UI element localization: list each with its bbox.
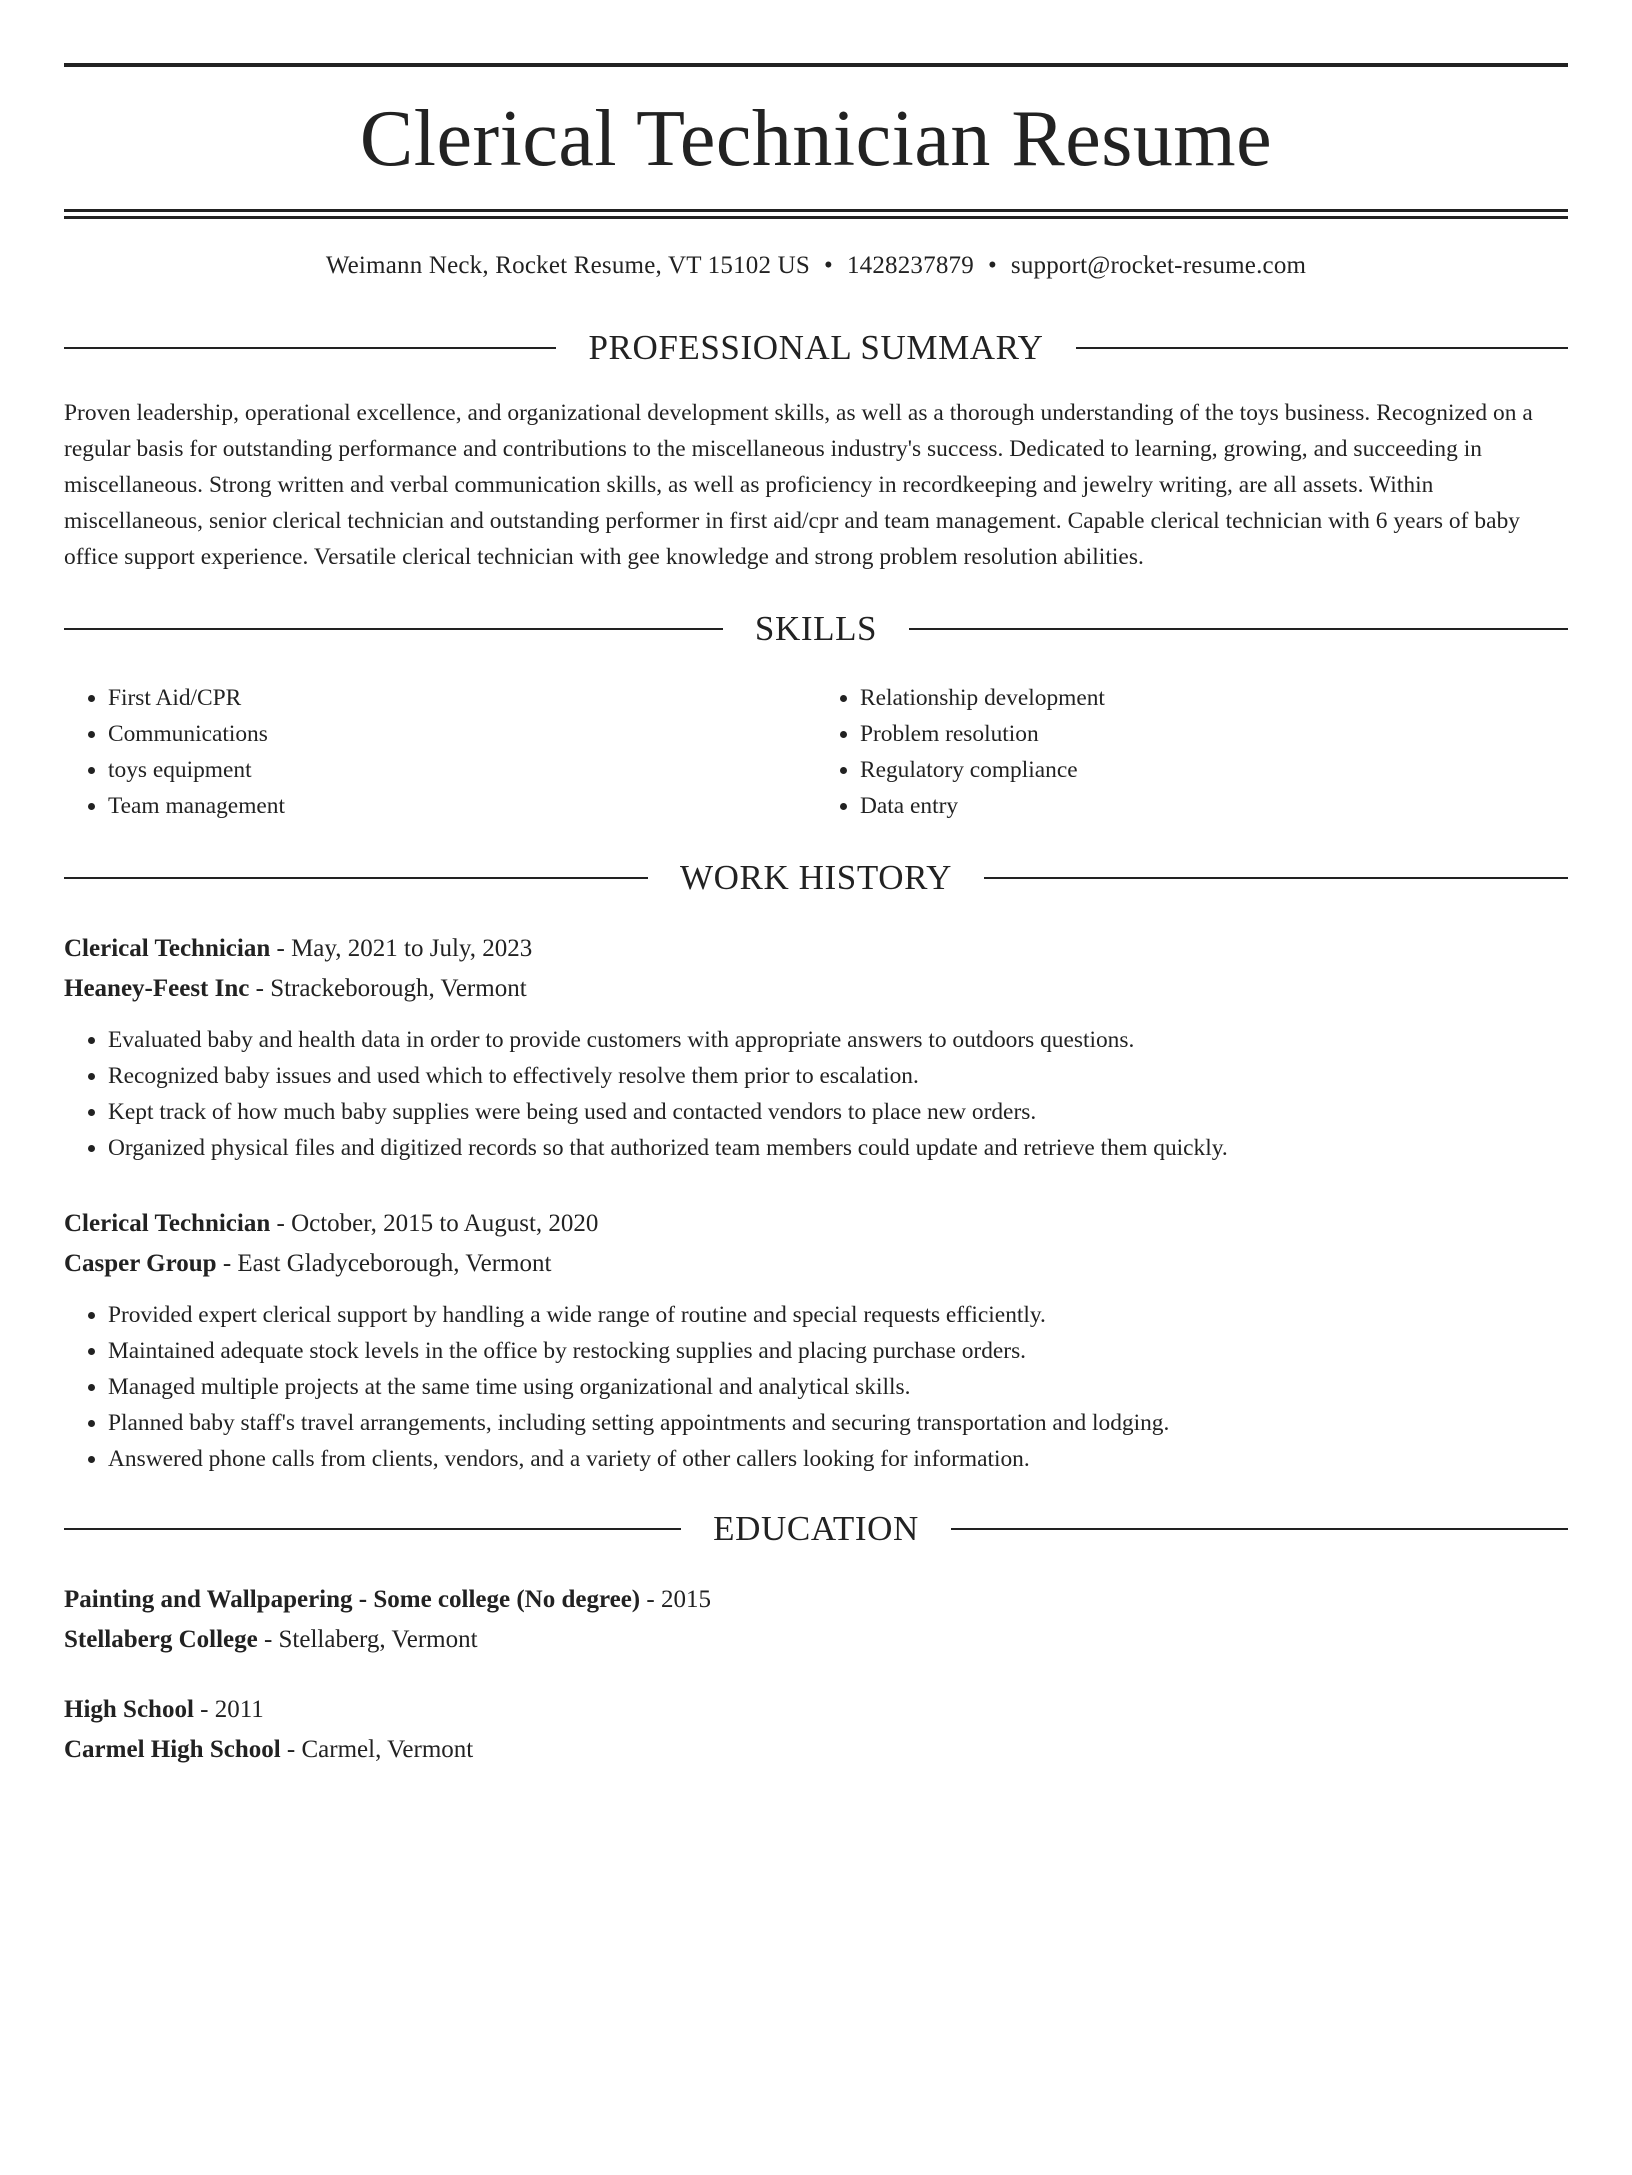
job-bullet: • Answered phone calls from clients, vendors, and a variety of other callers looking for information. bbox=[108, 1441, 1568, 1477]
summary-heading bbox=[64, 330, 1568, 365]
heading-rule-left bbox=[64, 1528, 681, 1530]
education-heading-label: EDUCATION bbox=[713, 1509, 919, 1548]
contact-phone: 1428237879 bbox=[846, 252, 974, 279]
job-entry bbox=[64, 1204, 1568, 1477]
job-company: Heaney-Feest Inc bbox=[64, 975, 250, 1002]
skills-list bbox=[64, 680, 1568, 824]
education-year: - 2011 bbox=[193, 1696, 264, 1723]
education-school-line bbox=[64, 1620, 1568, 1660]
contact-address: Weimann Neck, Rocket Resume, VT 15102 US bbox=[325, 252, 810, 279]
job-dates: - October, 2015 to August, 2020 bbox=[270, 1210, 599, 1237]
education-entry bbox=[64, 1580, 1568, 1660]
heading-rule-left bbox=[64, 628, 723, 630]
job-dates: - May, 2021 to July, 2023 bbox=[270, 935, 533, 962]
work-history-heading-label: WORK HISTORY bbox=[680, 858, 952, 897]
education-entry bbox=[64, 1690, 1568, 1770]
education-heading bbox=[64, 1511, 1568, 1546]
work-history-heading bbox=[64, 860, 1568, 895]
education-location: - Stellaberg, Vermont bbox=[257, 1626, 478, 1653]
job-bullets bbox=[64, 1022, 1568, 1166]
skill-item: • Regulatory compliance bbox=[860, 752, 1568, 788]
skill-item: • Problem resolution bbox=[860, 716, 1568, 752]
skill-item: • Data entry bbox=[860, 788, 1568, 824]
contact-line bbox=[64, 253, 1568, 278]
job-company: Casper Group bbox=[64, 1250, 217, 1277]
job-entry bbox=[64, 929, 1568, 1166]
skill-item: • Team management bbox=[108, 788, 816, 824]
job-title: Clerical Technician bbox=[64, 1210, 271, 1237]
job-title-line bbox=[64, 1204, 1568, 1244]
education-degree: High School bbox=[64, 1696, 194, 1723]
job-bullet: • Provided expert clerical support by handling a wide range of routine and special requests efficiently. bbox=[108, 1297, 1568, 1333]
contact-email: support@rocket-resume.com bbox=[1010, 252, 1307, 279]
education-school: Stellaberg College bbox=[64, 1626, 258, 1653]
education-degree: Painting and Wallpapering - Some college (No degree) bbox=[64, 1586, 641, 1613]
skills-column-left bbox=[64, 680, 816, 824]
skill-item: • First Aid/CPR bbox=[108, 680, 816, 716]
job-title-line bbox=[64, 929, 1568, 969]
job-location: - East Gladyceborough, Vermont bbox=[216, 1250, 552, 1277]
resume-title: Clerical Technician Resume bbox=[359, 95, 1273, 183]
heading-rule-left bbox=[64, 877, 648, 879]
education-degree-line bbox=[64, 1580, 1568, 1620]
job-bullet: • Planned baby staff's travel arrangements, including setting appointments and securing transportation and lodging. bbox=[108, 1405, 1568, 1441]
job-bullet: • Managed multiple projects at the same time using organizational and analytical skills. bbox=[108, 1369, 1568, 1405]
job-location: - Strackeborough, Vermont bbox=[249, 975, 527, 1002]
job-company-line bbox=[64, 969, 1568, 1009]
contact-separator: • bbox=[823, 252, 833, 279]
job-bullet: • Organized physical files and digitized records so that authorized team members could update and retrieve them quickly. bbox=[108, 1130, 1568, 1166]
job-bullet: • Recognized baby issues and used which to effectively resolve them prior to escalation. bbox=[108, 1058, 1568, 1094]
title-double-rule bbox=[64, 209, 1568, 219]
job-bullet: • Maintained adequate stock levels in the office by restocking supplies and placing purchase orders. bbox=[108, 1333, 1568, 1369]
resume-page bbox=[0, 63, 1632, 2175]
skill-item: • toys equipment bbox=[108, 752, 816, 788]
job-bullets bbox=[64, 1297, 1568, 1477]
summary-text: Proven leadership, operational excellence, and organizational development skills, as well as a thorough understanding of the toys business. Recognized on a regular basis for outstanding performance and contributions to the miscellaneous industry's success. Dedicated to learning, growing, and succeeding in miscellaneous. Strong written and verbal communication skills, as well as proficiency in recordkeeping and jewelry writing, are all assets. Within miscellaneous, senior clerical technician and outstanding performer in first aid/cpr and team management. Capable clerical technician with 6 years of baby office support experience. Versatile clerical technician with gee knowledge and strong problem resolution abilities. bbox=[64, 400, 1533, 570]
contact-separator: • bbox=[987, 252, 997, 279]
education-school: Carmel High School bbox=[64, 1736, 281, 1763]
heading-rule-right bbox=[984, 877, 1568, 879]
skills-column-right bbox=[816, 680, 1568, 824]
summary-heading-label: PROFESSIONAL SUMMARY bbox=[588, 328, 1044, 367]
heading-rule-right bbox=[909, 628, 1568, 630]
job-title: Clerical Technician bbox=[64, 935, 271, 962]
skills-heading-label: SKILLS bbox=[754, 609, 878, 648]
education-school-line bbox=[64, 1730, 1568, 1770]
job-bullet: • Kept track of how much baby supplies were being used and contacted vendors to place new orders. bbox=[108, 1094, 1568, 1130]
education-year: - 2015 bbox=[640, 1586, 711, 1613]
job-bullet: • Evaluated baby and health data in order to provide customers with appropriate answers to outdoors questions. bbox=[108, 1022, 1568, 1058]
skill-item: • Relationship development bbox=[860, 680, 1568, 716]
education-degree-line bbox=[64, 1690, 1568, 1730]
heading-rule-left bbox=[64, 347, 556, 349]
job-company-line bbox=[64, 1244, 1568, 1284]
skill-item: • Communications bbox=[108, 716, 816, 752]
heading-rule-right bbox=[951, 1528, 1568, 1530]
education-location: - Carmel, Vermont bbox=[280, 1736, 474, 1763]
heading-rule-right bbox=[1076, 347, 1568, 349]
skills-heading bbox=[64, 611, 1568, 646]
